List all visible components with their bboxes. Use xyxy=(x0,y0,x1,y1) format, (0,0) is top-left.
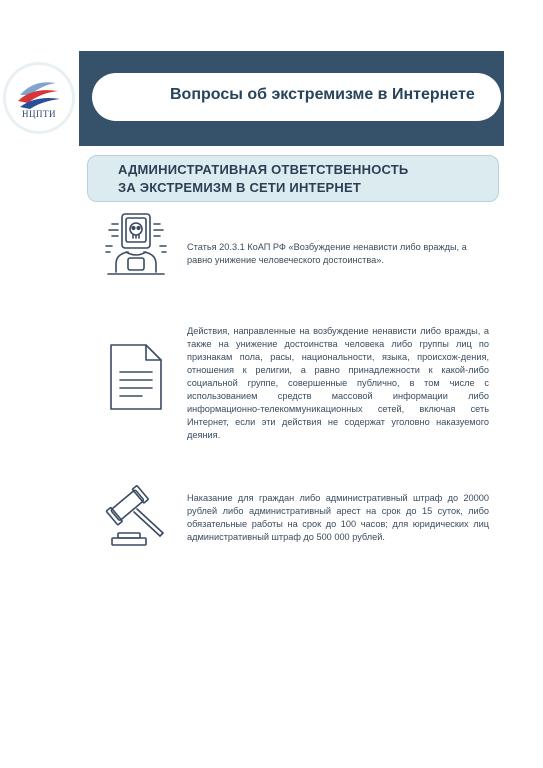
item-1-text: Статья 20.3.1 КоАП РФ «Возбуждение ненависти либо вражды, а равно унижение человеческого достоинства». xyxy=(187,242,467,265)
item-3-text: Наказание для граждан либо административный штраф до 20000 рублей либо административный арест на срок до 15 суток, либо обязательные работы на срок до 100 часов; для юридических лиц административный штраф до 500 000 рублей. xyxy=(187,493,489,542)
page-title: Вопросы об экстремизме в Интернете xyxy=(170,86,475,103)
section-title xyxy=(118,161,408,197)
document-icon xyxy=(108,342,164,412)
hacker-skull-icon xyxy=(104,212,168,278)
logo xyxy=(6,65,72,131)
section-title-line-2: ЗА ЭКСТРЕМИЗМ В СЕТИ ИНТЕРНЕТ xyxy=(118,180,362,195)
item-2-text: Действия, направленные на возбуждение ненависти либо вражды, а также на унижение достоинства человека либо группы лиц по признакам пола, расы, национальности, языка, происхож-дения, отношения к религии, а равно принадлежности к какой-либо социальной группе, совершенные публично, в том числе с использованием средств массовой информации либо информационно-телекоммуникационных сетей, включая сеть Интернет, если эти действия не содержат уголовно наказуемого деяния. xyxy=(187,326,489,440)
gavel-icon xyxy=(104,484,168,548)
section-title-line-1: АДМИНИСТРАТИВНАЯ ОТВЕТСТВЕННОСТЬ xyxy=(118,162,409,177)
logo-emblem-icon xyxy=(6,65,72,131)
logo-text: НЦПТИ xyxy=(22,109,56,119)
